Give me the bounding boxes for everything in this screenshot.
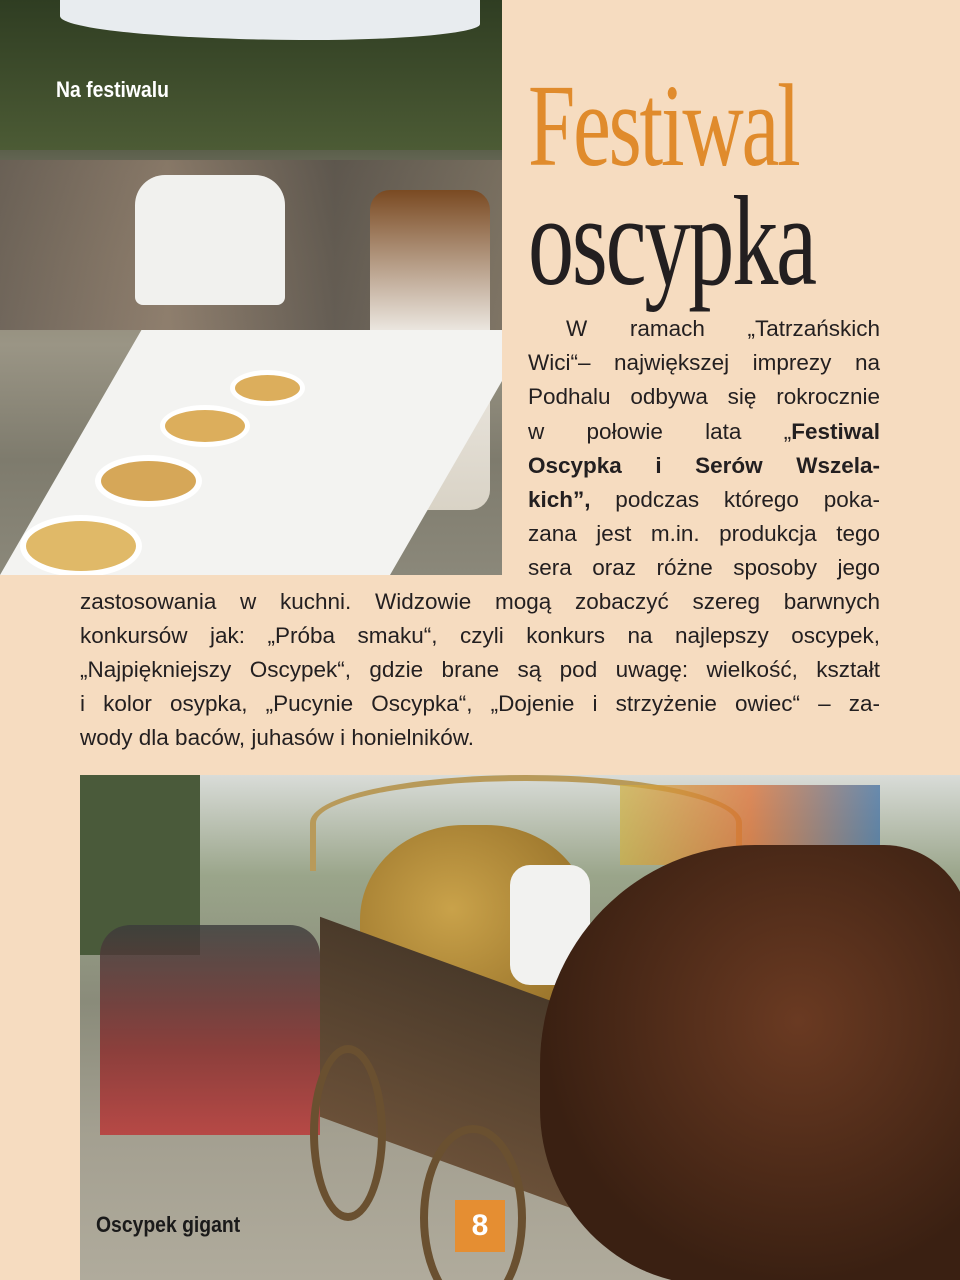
giant-oscypek-photo — [80, 775, 960, 1280]
text-line: „Najpiękniejszy Oscypek“, gdzie brane są pod uwagę: wielkość, kształt — [80, 657, 880, 682]
bold-text: Oscypka i Serów Wszela- — [528, 453, 880, 478]
text-line: konkursów jak: „Próba smaku“, czyli konkurs na najlepszy oscypek, — [80, 623, 880, 648]
text: w połowie lata „ — [528, 419, 792, 444]
cheese — [20, 515, 142, 575]
text-line: W ramach „Tatrzańskich — [566, 316, 880, 341]
text-line — [528, 417, 880, 447]
page-number: 8 — [455, 1200, 505, 1252]
text-line: i kolor osypka, „Pucynie Oscypka“, „Dojenie i strzyżenie owiec“ – za- — [80, 691, 880, 716]
horse — [540, 845, 960, 1280]
cheese — [160, 405, 250, 447]
bold-text: kich”, — [528, 487, 591, 512]
photo-caption: Oscypek gigant — [96, 1212, 241, 1237]
text-line: wody dla baców, juhasów i honielników. — [80, 725, 474, 750]
people-in-folk-costume — [100, 925, 320, 1135]
cheese — [230, 370, 305, 406]
text-line — [528, 485, 880, 515]
cheese — [95, 455, 202, 507]
title-line-1: Festiwal — [528, 60, 799, 191]
text-line: Podhalu odbywa się rokrocznie — [528, 384, 880, 409]
text-line: zana jest m.in. produkcja tego — [528, 521, 880, 546]
text: podczas którego poka- — [590, 487, 880, 512]
text-line: sera oraz różne sposoby jego — [528, 555, 880, 580]
bold-text: Festiwal — [791, 419, 880, 444]
man-white-shirt — [135, 175, 285, 305]
text-line: Wici“– największej imprezy na — [528, 350, 880, 375]
festival-photo — [0, 0, 502, 575]
photo-caption: Na festiwalu — [56, 77, 169, 102]
text-line: zastosowania w kuchni. Widzowie mogą zobaczyć szereg barwnych — [80, 589, 880, 614]
text-line — [528, 451, 880, 481]
wagon-wheel — [310, 1045, 386, 1221]
title-line-2: oscypka — [528, 170, 815, 312]
